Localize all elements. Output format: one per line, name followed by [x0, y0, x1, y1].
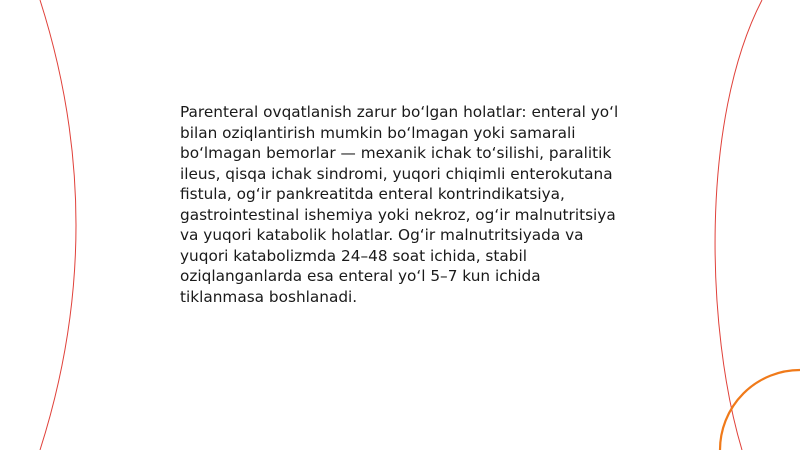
- slide-body-text: Parenteral ovqatlanish zarur bo‘lgan holatlar: enteral yo‘l bilan oziqlantirish mumkin bo‘lmagan yoki samarali bo‘lmagan bemorlar — mexanik ichak to‘silishi, paralitik ileus, qisqa ichak sindromi, yuqori chiqimli enterokutana fistula, og‘ir pankreatitda enteral kontrindikatsiya, gastrointestinal ishemiya yoki nekroz, og‘ir malnutritsiya va yuqori katabolik holatlar. Og‘ir malnutritsiyada va yuqori katabolizmda 24–48 soat ichida, stabil oziqlanganlarda esa enteral yo‘l 5–7 kun ichida tiklanmasa boshlanadi.: [180, 103, 619, 306]
- orange-ring: [720, 370, 800, 450]
- left-arc: [40, 0, 76, 450]
- right-arc: [715, 0, 762, 450]
